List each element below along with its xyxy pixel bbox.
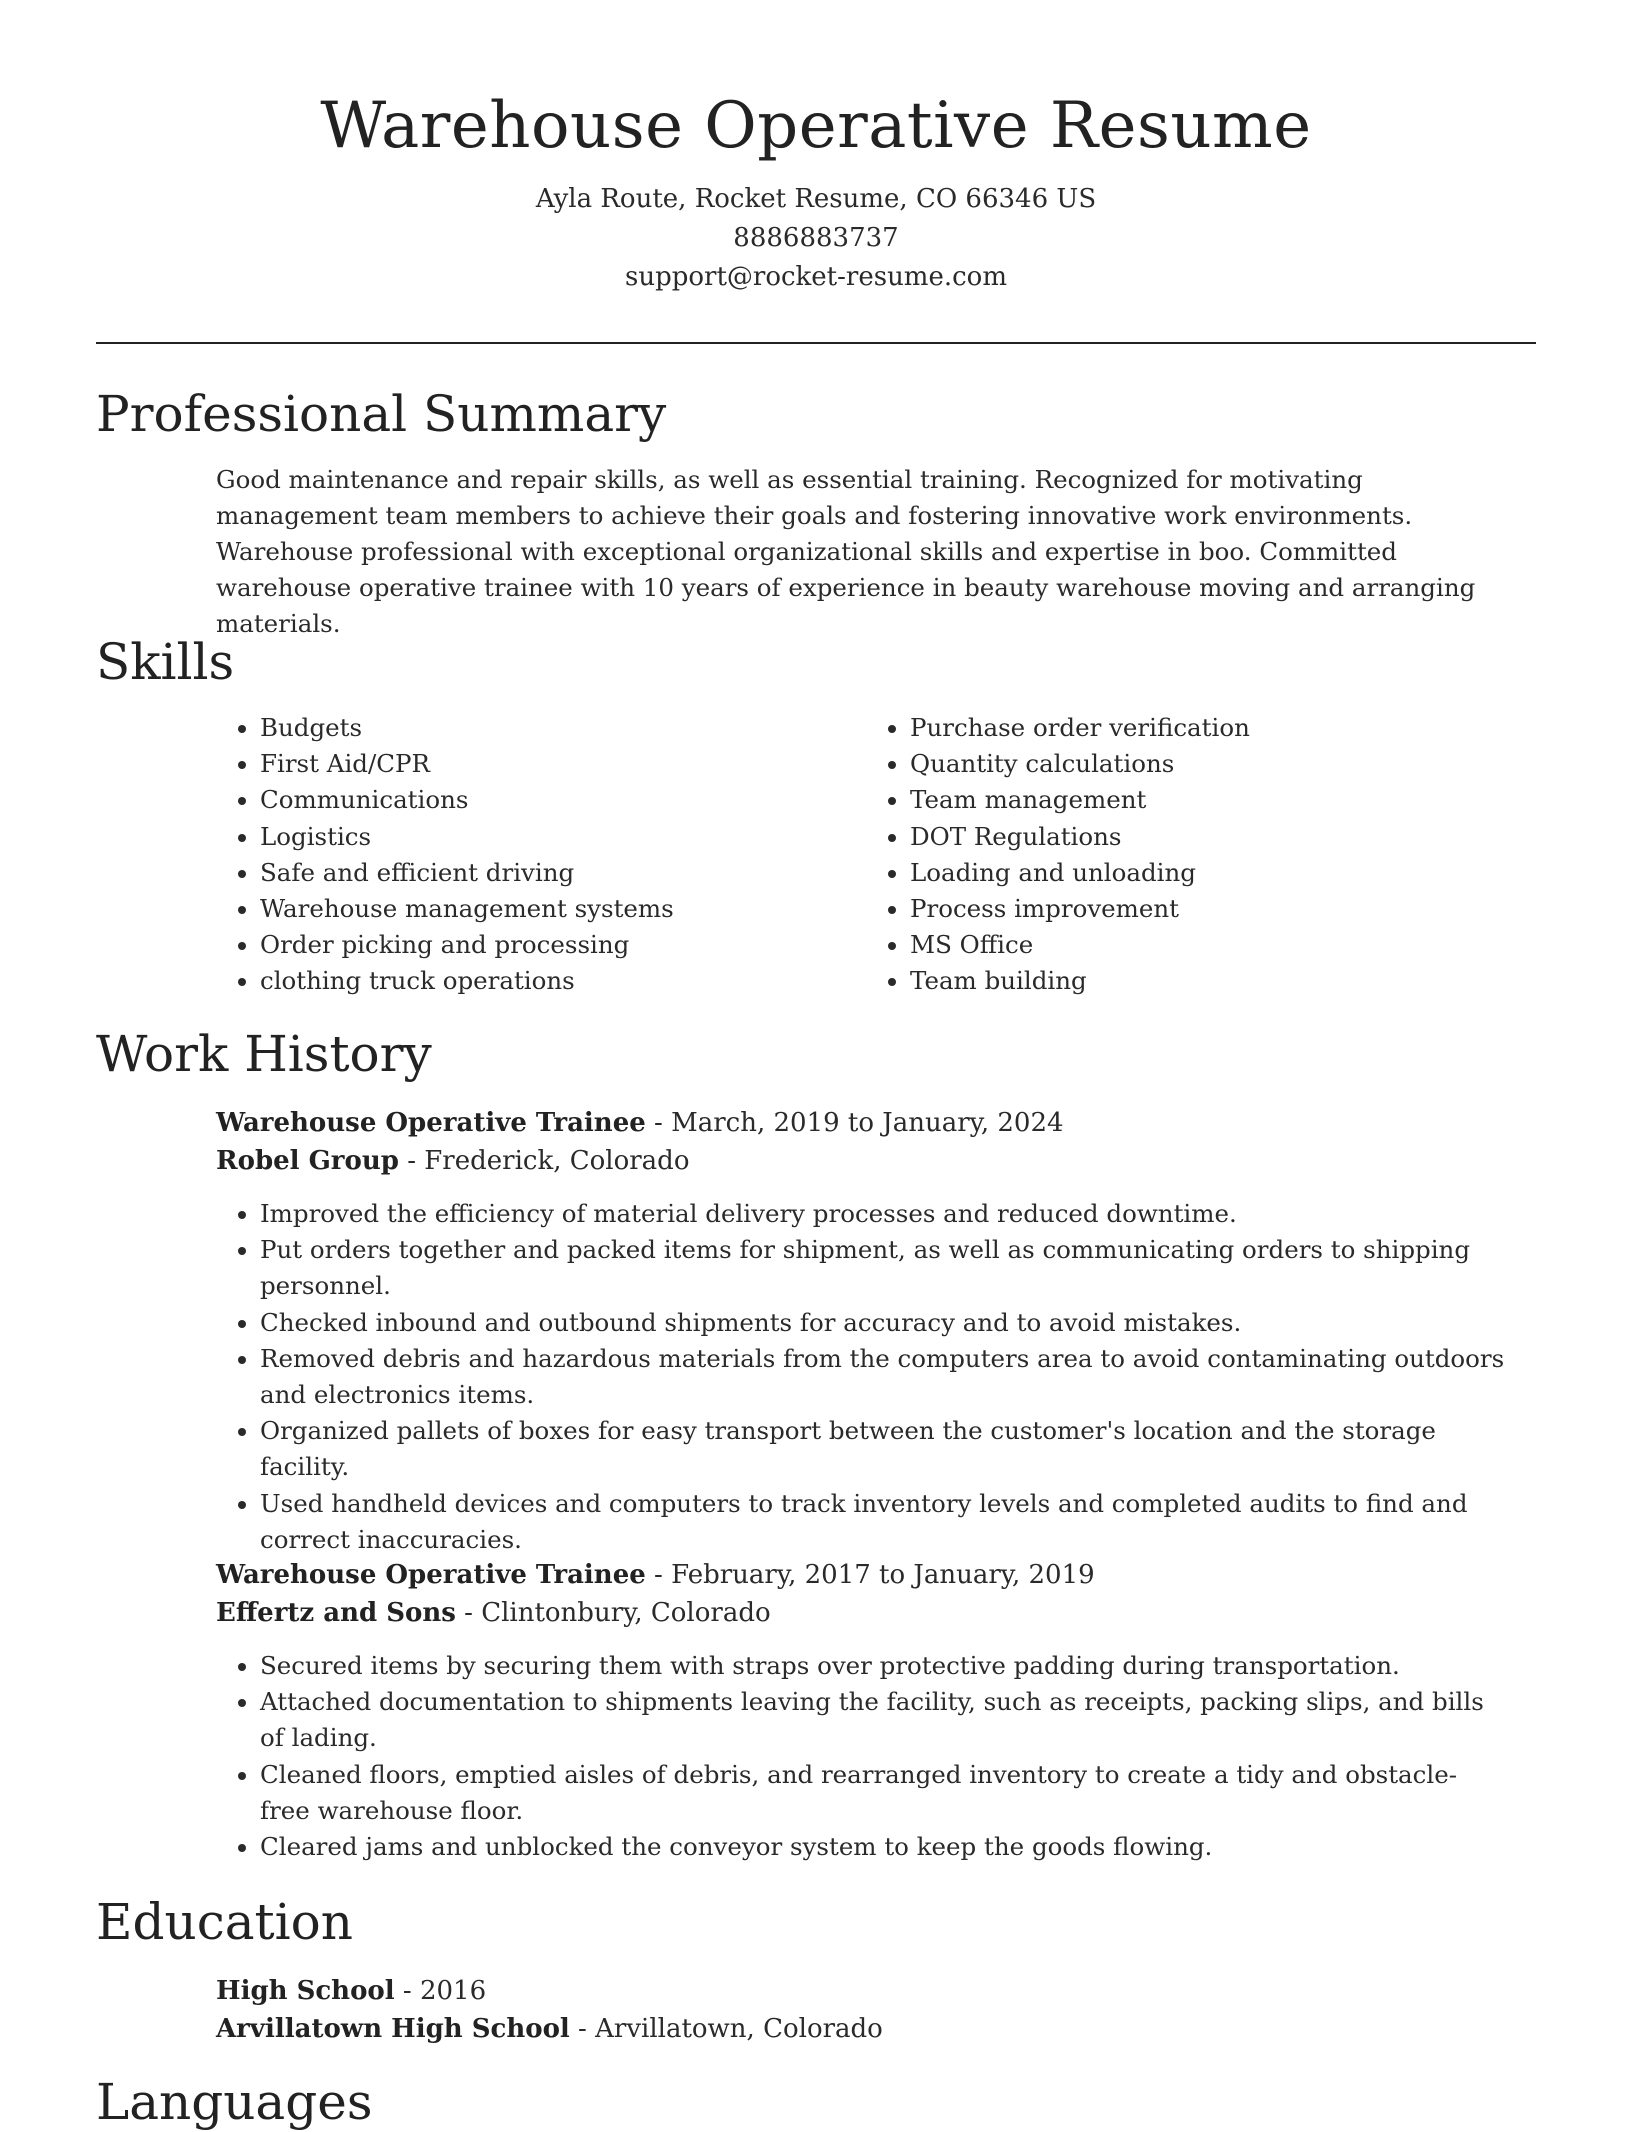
company-name: Robel Group [216,1146,399,1176]
skills-list-left [216,710,816,1000]
education-entry [216,1972,883,2048]
resume-title: Warehouse Operative Resume [320,89,1312,163]
job-bullets [216,1196,1506,1558]
list-item: • Used handheld devices and computers to track inventory levels and completed audits to find and correct inaccuracies. [260,1486,1506,1558]
phone: 8886883737 [733,223,899,253]
list-item: • Communications [260,782,816,818]
list-item: • Cleaned floors, emptied aisles of debris, and rearranged inventory to create a tidy and obstacle-free warehouse floor. [260,1757,1506,1829]
job-dates: - February, 2017 to January, 2019 [645,1560,1095,1590]
education-heading: Education [96,1893,353,1951]
list-item: • DOT Regulations [910,819,1506,855]
job-dates: - March, 2019 to January, 2024 [645,1108,1064,1138]
job-title: Warehouse Operative Trainee [216,1108,646,1138]
work-history-heading: Work History [96,1025,432,1083]
list-item: • Secured items by securing them with straps over protective padding during transportation. [260,1648,1506,1684]
job-bullets [216,1648,1506,1865]
contact-info [0,180,1632,297]
job-bullet-list [216,1648,1506,1865]
address: Ayla Route, Rocket Resume, CO 66346 US [535,184,1097,214]
skills-right-column [866,710,1506,1000]
job-bullet-list [216,1196,1506,1558]
list-item: • Checked inbound and outbound shipments for accuracy and to avoid mistakes. [260,1305,1506,1341]
list-item: • Improved the efficiency of material delivery processes and reduced downtime. [260,1196,1506,1232]
job-header [216,1556,1095,1632]
list-item: • Put orders together and packed items for shipment, as well as communicating orders to shipping personnel. [260,1232,1506,1304]
languages-heading: Languages [96,2073,373,2131]
skills-left-column [216,710,816,1000]
list-item: • Purchase order verification [910,710,1506,746]
list-item: • MS Office [910,927,1506,963]
school-name: Arvillatown High School [216,2014,570,2044]
list-item: • Cleared jams and unblocked the conveyor system to keep the goods flowing. [260,1829,1506,1865]
job-title: Warehouse Operative Trainee [216,1560,646,1590]
company-name: Effertz and Sons [216,1598,456,1628]
list-item: • Team management [910,782,1506,818]
list-item: • Organized pallets of boxes for easy transport between the customer's location and the storage facility. [260,1413,1506,1485]
list-item: • Budgets [260,710,816,746]
summary-heading: Professional Summary [96,385,667,443]
skills-heading: Skills [96,633,235,691]
list-item: • Loading and unloading [910,855,1506,891]
list-item: • Quantity calculations [910,746,1506,782]
email: support@rocket-resume.com [624,262,1007,292]
company-location: - Clintonbury, Colorado [455,1598,771,1628]
list-item: • Safe and efficient driving [260,855,816,891]
list-item: • Order picking and processing [260,927,816,963]
list-item: • Process improvement [910,891,1506,927]
graduation-year: - 2016 [394,1976,487,2006]
school-location: - Arvillatown, Colorado [569,2014,883,2044]
company-location: - Frederick, Colorado [398,1146,690,1176]
resume-header [0,0,1632,297]
skills-list-right [866,710,1506,1000]
list-item: • Logistics [260,819,816,855]
degree: High School [216,1976,395,2006]
list-item: • First Aid/CPR [260,746,816,782]
summary-text: Good maintenance and repair skills, as well as essential training. Recognized for motivating management team members to achieve their goals and fostering innovative work environments. Warehouse professional with exceptional organizational skills and expertise in boo. Committed warehouse operative trainee with 10 years of experience in beauty warehouse moving and arranging materials. [216,465,1476,638]
header-divider [96,342,1536,344]
list-item: • Warehouse management systems [260,891,816,927]
list-item: • Team building [910,963,1506,999]
list-item: • Removed debris and hazardous materials from the computers area to avoid contaminating outdoors and electronics items. [260,1341,1506,1413]
list-item: • Attached documentation to shipments leaving the facility, such as receipts, packing slips, and bills of lading. [260,1684,1506,1756]
list-item: • clothing truck operations [260,963,816,999]
job-header [216,1104,1064,1180]
